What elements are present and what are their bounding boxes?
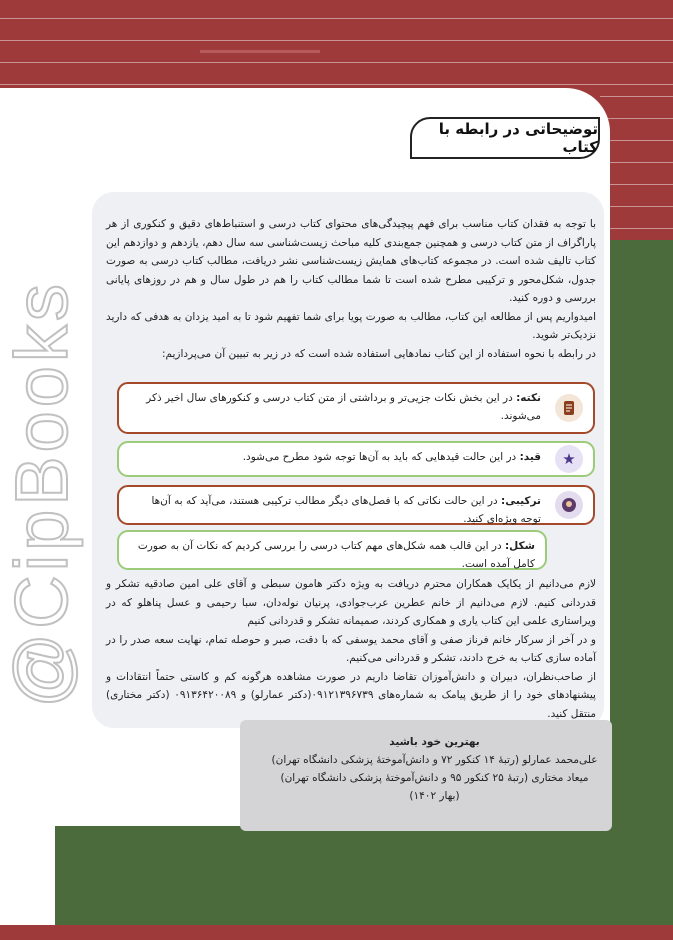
note-box-tarkibi (117, 485, 595, 525)
page-title: توضیحاتی در رابطه با کتاب (438, 120, 598, 156)
note-text: در این حالت نکاتی که با فصل‌های دیگر مطالب ترکیبی هستند، می‌آید که به آن‌ها توجه ویژه‌ای کنید. (151, 495, 541, 525)
note-label: شکل: (504, 540, 535, 552)
note-label: قید: (519, 451, 541, 463)
signature-text (262, 733, 607, 805)
star-icon: ★ (555, 445, 583, 473)
note-text: در این حالت قیدهایی که باید به آن‌ها توجه شود مطرح می‌شود. (242, 451, 517, 463)
signature-line: میعاد مختاری (رتبهٔ ۲۵ کنکور ۹۵ و دانش‌آموختهٔ پزشکی دانشگاه تهران) (280, 772, 589, 784)
note-text: در این بخش نکات جزیی‌تر و برداشتی از متن کتاب درسی و کنکورهای سال اخیر ذکر می‌شوند. (146, 392, 541, 422)
intro-paragraph: با توجه به فقدان کتاب مناسب برای فهم پیچیدگی‌های محتوای کتاب درسی و استنباط‌های دقیق و کنکوری از هر پاراگراف از متن کتاب درسی و همچنین جمع‌بندی کلیه مباحث زیست‌شناسی سه سال دهم، یازدهم و دوازدهم این کتاب تالیف شده است. در مجموعه کتاب‌های همایش زیست‌شناسی نشر دریافت، مطالب کتاب درسی به صورت جدول، شکل‌محور و ترکیبی مطرح شده است تا شما مطالب کتاب را هم در طول سال و هم در روزهای پایانی بررسی و دوره کنید. (106, 218, 596, 304)
scroll-icon (555, 394, 583, 422)
watermark-text: @CipBooks (0, 280, 83, 708)
side-wave-banner (600, 90, 673, 240)
top-accent-line (200, 50, 320, 53)
closing-paragraph: لازم می‌دانیم از یکایک همکاران محترم دریافت به ویژه دکتر هامون سبطی و آقای علی امین صادقیه تشکر و قدردانی کنیم. لازم می‌دانیم از خانم عطرین عرب‌جوادی، پرنیان نوله‌دان، سبا رحیمی و عسل پناهلو که در ویراستاری علمی این کتاب یاری و همکاری کردند، صمیمانه تشکر و قدردانی کنیم (106, 578, 596, 627)
green-bottom-band (55, 826, 615, 940)
note-box-gheid (117, 441, 595, 477)
signature-heading: بهترین خود باشید (389, 736, 480, 748)
closing-text (106, 575, 596, 723)
intro-paragraph: امیدواریم پس از مطالعه این کتاب، مطالب به صورت پویا برای شما تفهیم شود تا به امید یزدان به هدفی که دارید نزدیک‌تر شوید. (106, 310, 596, 341)
closing-paragraph: و در آخر از سرکار خانم فرناز صفی و آقای محمد یوسفی که با دقت، صبر و حوصله تمام، نهایت سعه صدر را در آماده سازی کتاب به خرج دادند، تشکر و قدردانی می‌کنیم. (106, 633, 596, 664)
hand-icon (555, 491, 583, 519)
intro-text (106, 215, 596, 363)
intro-paragraph: در رابطه با نحوه استفاده از این کتاب نمادهایی استفاده شده است که در زیر به تبیین آن می‌پردازیم: (161, 347, 596, 360)
note-label: ترکیبی: (501, 495, 541, 507)
note-box-shekl (117, 530, 547, 570)
note-text: در این قالب همه شکل‌های مهم کتاب درسی را بررسی کردیم که نکات آن به صورت کامل آمده است. (137, 540, 535, 570)
bottom-strip (0, 925, 673, 940)
note-box-nokte (117, 382, 595, 434)
signature-line: علی‌محمد عمارلو (رتبهٔ ۱۴ کنکور ۷۲ و دانش‌آموختهٔ پزشکی دانشگاه تهران) (271, 754, 598, 766)
section-title-tab (410, 117, 600, 159)
note-label: نکته: (516, 392, 541, 404)
closing-paragraph: از صاحب‌نظران، دبیران و دانش‌آموزان تقاضا داریم در صورت مشاهده هرگونه کم و کاستی حتماً انتقادات و پیشنهادهای خود را از طریق پیامک به شماره‌های ۰۹۱۲۱۳۹۶۷۳۹(دکتر عمارلو) و ۰۹۱۳۶۴۲۰۰۸۹ (دکتر مختاری) منتقل کنید. (106, 670, 596, 720)
signature-date: (بهار ۱۴۰۲) (409, 790, 460, 802)
